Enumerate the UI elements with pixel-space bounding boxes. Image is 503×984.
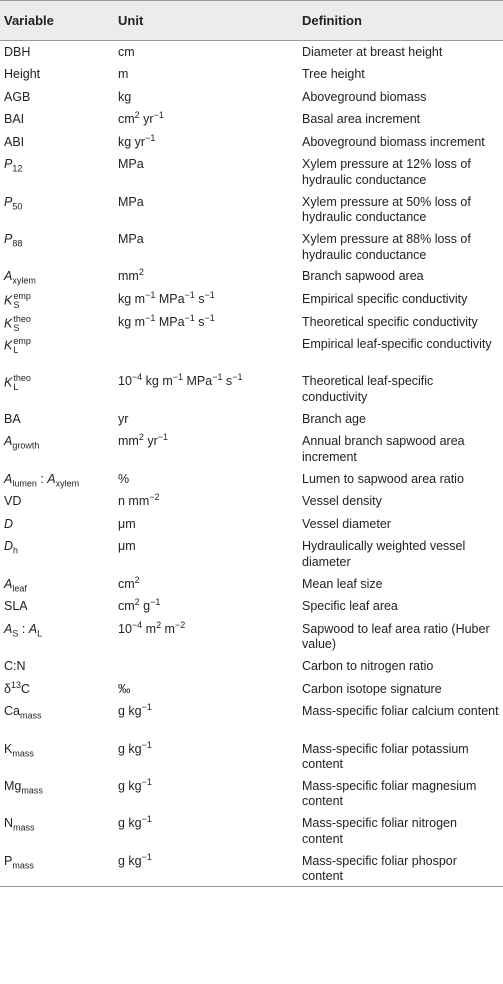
unit-text: cm — [118, 576, 135, 591]
variable-subscript: 12 — [12, 163, 23, 174]
unit-cell — [113, 812, 296, 849]
unit-superscript: 2 — [134, 597, 140, 608]
unit-cell — [113, 63, 296, 86]
unit-superscript: 2 — [134, 110, 140, 121]
unit-text: cm — [118, 45, 135, 59]
variable-cell — [0, 535, 113, 572]
unit-text: n mm — [118, 494, 150, 509]
variable-symbol: A — [28, 621, 38, 636]
unit-text: MPa — [118, 194, 144, 209]
definition-cell: Xylem pressure at 88% loss of hydraulic conductance — [302, 232, 471, 262]
definition-cell: Aboveground biomass — [302, 89, 427, 104]
variable-subscript: h — [13, 545, 19, 556]
variable-symbol: K — [4, 375, 13, 390]
table-row — [0, 535, 503, 572]
variable-symbol: BA — [4, 411, 21, 426]
variable-symbol: P — [4, 232, 13, 247]
table-row — [0, 468, 503, 491]
unit-text: MPa — [155, 291, 185, 306]
unit-superscript: −2 — [174, 619, 186, 630]
table-row — [0, 191, 503, 228]
unit-text: m — [118, 67, 129, 82]
unit-superscript: −1 — [184, 289, 195, 300]
unit-text: yr — [143, 434, 158, 449]
variable-symbol: Height — [4, 67, 41, 82]
unit-text: μm — [118, 516, 136, 531]
definition-cell: Mass-specific foliar magnesium content — [302, 778, 477, 809]
definition-cell: Hydraulically weighted vessel diameter — [302, 539, 466, 569]
definition-cell: Mass-specific foliar potassium content — [302, 741, 469, 772]
variable-cell — [0, 333, 113, 370]
unit-cell — [113, 311, 296, 334]
variable-subscript: S — [12, 628, 19, 639]
variable-symbol: Mg — [4, 778, 22, 793]
unit-superscript: 2 — [134, 574, 140, 585]
table-row — [0, 573, 503, 596]
variable-cell — [0, 618, 113, 655]
unit-text: 10 — [118, 621, 132, 636]
unit-text: % — [118, 471, 130, 486]
variable-symbol: P — [4, 853, 13, 868]
variable-subscript: mass — [21, 785, 43, 796]
variable-subscript: L — [13, 345, 19, 356]
variable-symbol: D — [4, 539, 14, 554]
unit-cell — [113, 108, 296, 131]
variable-cell — [0, 812, 113, 849]
unit-cell — [113, 513, 296, 536]
variable-symbol: N — [4, 816, 14, 831]
table-row — [0, 408, 503, 431]
header-row — [0, 1, 503, 41]
variable-script-stack — [13, 374, 31, 392]
unit-cell — [113, 370, 296, 407]
table-row — [0, 311, 503, 334]
unit-text: g — [139, 599, 151, 614]
unit-superscript: −1 — [157, 432, 168, 443]
variable-subscript: leaf — [12, 583, 27, 594]
table-row — [0, 430, 503, 467]
unit-text: cm — [118, 599, 135, 614]
variable-symbol: P — [4, 194, 13, 209]
variable-symbol: A — [4, 434, 13, 449]
table-row — [0, 618, 503, 655]
unit-cell — [113, 678, 296, 701]
variable-cell — [0, 850, 113, 887]
unit-cell — [113, 618, 296, 655]
definition-cell: Mass-specific foliar phospor content — [302, 853, 457, 884]
unit-superscript: −1 — [141, 702, 152, 713]
definition-cell: Xylem pressure at 12% loss of hydraulic conductance — [302, 157, 471, 187]
unit-cell — [113, 535, 296, 572]
unit-cell — [113, 468, 296, 491]
unit-text: MPa — [118, 232, 144, 247]
variable-cell — [0, 311, 113, 334]
variable-cell — [0, 513, 113, 536]
unit-text: μm — [118, 539, 136, 554]
unit-text: MPa — [118, 157, 144, 172]
variable-script-stack — [13, 337, 31, 355]
unit-superscript: −1 — [232, 372, 243, 383]
variable-cell — [0, 86, 113, 109]
unit-cell — [113, 430, 296, 467]
unit-text: g kg — [118, 853, 142, 868]
unit-superscript: −1 — [204, 289, 215, 300]
definition-cell: Branch sapwood area — [302, 269, 424, 284]
unit-text: mm — [118, 434, 139, 449]
unit-text: MPa — [183, 374, 213, 389]
variable-symbol: VD — [4, 494, 22, 509]
variable-superscript: theo — [13, 373, 31, 384]
table-row — [0, 700, 503, 737]
unit-cell — [113, 333, 296, 370]
definition-cell: Theoretical specific conductivity — [302, 314, 478, 329]
variable-cell — [0, 228, 113, 265]
table-row — [0, 86, 503, 109]
definition-cell: Aboveground biomass increment — [302, 134, 485, 149]
unit-superscript: −1 — [204, 312, 215, 323]
unit-superscript: −1 — [153, 110, 164, 121]
unit-superscript: −1 — [141, 776, 152, 787]
variable-symbol: SLA — [4, 599, 28, 614]
variable-text: : — [18, 621, 29, 636]
unit-superscript: −1 — [141, 739, 152, 750]
variable-subscript: 50 — [12, 201, 23, 212]
unit-text: kg m — [118, 291, 146, 306]
definition-cell: Xylem pressure at 50% loss of hydraulic conductance — [302, 194, 471, 225]
table-row — [0, 370, 503, 407]
unit-cell — [113, 655, 296, 678]
variable-cell — [0, 595, 113, 618]
unit-superscript: −4 — [131, 372, 143, 383]
table-row — [0, 153, 503, 190]
unit-superscript: −1 — [141, 814, 152, 825]
unit-superscript: −2 — [149, 492, 160, 503]
header-definition: Definition — [302, 13, 362, 28]
unit-text: kg — [118, 89, 132, 104]
variable-cell — [0, 108, 113, 131]
definition-cell: Theoretical leaf-specific conductivity — [302, 374, 434, 404]
variable-cell — [0, 430, 113, 467]
variable-cell — [0, 655, 113, 678]
unit-cell — [113, 288, 296, 311]
variable-symbol: A — [47, 471, 56, 486]
variable-cell — [0, 370, 113, 407]
table-row — [0, 655, 503, 678]
variable-superscript: emp — [13, 290, 31, 301]
variable-subscript: 88 — [12, 238, 23, 249]
definition-cell: Annual branch sapwood area increment — [302, 434, 465, 464]
variable-cell — [0, 265, 113, 288]
variable-subscript: S — [13, 299, 20, 310]
variable-symbol: A — [4, 621, 13, 636]
variable-text: δ — [4, 681, 11, 696]
variable-symbol: ABI — [4, 134, 25, 149]
variable-symbol: K — [4, 315, 13, 330]
variable-cell — [0, 468, 113, 491]
variable-symbol: A — [4, 269, 13, 284]
variable-superscript: emp — [13, 336, 31, 347]
variable-symbol: A — [4, 471, 13, 486]
unit-cell — [113, 700, 296, 737]
unit-cell — [113, 131, 296, 154]
unit-text: g kg — [118, 704, 142, 719]
unit-text: s — [194, 314, 205, 329]
definition-cell: Sapwood to leaf area ratio (Huber value) — [302, 621, 490, 652]
variable-cell — [0, 191, 113, 228]
table-row — [0, 738, 503, 775]
unit-cell — [113, 738, 296, 775]
definition-cell: Branch age — [302, 411, 366, 426]
definition-cell: Empirical specific conductivity — [302, 291, 468, 306]
variable-subscript: mass — [12, 860, 34, 871]
definition-cell: Tree height — [302, 67, 365, 82]
definition-cell: Carbon isotope signature — [302, 681, 442, 696]
variable-subscript: xylem — [12, 275, 36, 286]
variable-cell — [0, 678, 113, 701]
variable-cell — [0, 738, 113, 775]
variable-cell — [0, 408, 113, 431]
variable-symbol: C:N — [4, 659, 26, 674]
definition-cell: Lumen to sapwood area ratio — [302, 471, 464, 486]
unit-text: s — [222, 374, 233, 389]
variable-cell — [0, 131, 113, 154]
unit-superscript: −1 — [145, 132, 156, 143]
header-unit: Unit — [118, 13, 144, 28]
unit-cell — [113, 191, 296, 228]
unit-text: m — [161, 621, 175, 636]
table-row — [0, 775, 503, 812]
unit-text: kg yr — [118, 134, 146, 149]
definition-cell: Specific leaf area — [302, 599, 398, 614]
variable-cell — [0, 41, 113, 64]
variable-script-stack — [13, 292, 31, 310]
variable-cell — [0, 700, 113, 737]
variable-symbol: A — [4, 576, 13, 591]
unit-text: cm — [118, 112, 135, 127]
variable-text: : — [36, 471, 48, 486]
variable-symbol: K — [4, 741, 13, 756]
unit-text: m — [142, 621, 157, 636]
variable-symbol: BAI — [4, 112, 25, 127]
table-header — [0, 1, 503, 41]
variable-superscript: theo — [13, 313, 31, 324]
unit-superscript: 2 — [156, 619, 162, 630]
variable-subscript: S — [13, 322, 20, 333]
unit-text: ‰ — [118, 681, 131, 696]
unit-cell — [113, 86, 296, 109]
definition-cell: Basal area increment — [302, 112, 421, 127]
variable-subscript: xylem — [55, 478, 80, 489]
variable-superscript: 13 — [10, 679, 21, 690]
table-row — [0, 265, 503, 288]
definition-cell: Carbon to nitrogen ratio — [302, 659, 434, 674]
unit-superscript: −1 — [141, 851, 152, 862]
unit-cell — [113, 41, 296, 64]
variable-subscript: mass — [12, 748, 34, 759]
unit-text: yr — [139, 112, 154, 127]
variable-subscript: L — [13, 382, 19, 393]
definition-cell: Mass-specific foliar calcium content — [302, 704, 499, 719]
unit-text: 10 — [118, 374, 132, 389]
variable-symbol: D — [4, 516, 14, 531]
unit-cell — [113, 595, 296, 618]
variable-subscript: mass — [19, 710, 42, 721]
table-row — [0, 288, 503, 311]
unit-text: MPa — [155, 314, 185, 329]
table-row — [0, 812, 503, 849]
unit-cell — [113, 775, 296, 812]
unit-cell — [113, 850, 296, 887]
variable-symbol: AGB — [4, 89, 31, 104]
variable-symbol: DBH — [4, 45, 31, 59]
unit-superscript: −1 — [212, 372, 223, 383]
unit-cell — [113, 490, 296, 513]
unit-cell — [113, 265, 296, 288]
unit-text: s — [194, 291, 205, 306]
variable-script-stack — [13, 315, 31, 333]
unit-text: g kg — [118, 778, 142, 793]
variable-symbol: K — [4, 338, 13, 353]
variable-cell — [0, 288, 113, 311]
table-row — [0, 108, 503, 131]
unit-superscript: 2 — [138, 267, 144, 278]
unit-superscript: −1 — [172, 372, 183, 383]
variable-subscript: L — [37, 628, 43, 639]
unit-text: mm — [118, 269, 139, 284]
table-row — [0, 228, 503, 265]
variable-subscript: lumen — [12, 478, 37, 489]
unit-superscript: −1 — [145, 312, 156, 323]
definition-cell: Diameter at breast height — [302, 45, 443, 59]
definition-cell: Vessel density — [302, 494, 382, 509]
table-row — [0, 490, 503, 513]
table-row — [0, 595, 503, 618]
table-row — [0, 513, 503, 536]
unit-superscript: −1 — [145, 289, 156, 300]
variable-symbol: Ca — [4, 704, 20, 719]
unit-text: kg m — [142, 374, 173, 389]
unit-cell — [113, 153, 296, 190]
unit-superscript: 2 — [138, 432, 144, 443]
definition-cell: Mean leaf size — [302, 576, 383, 591]
table-row — [0, 678, 503, 701]
unit-cell — [113, 228, 296, 265]
variable-cell — [0, 775, 113, 812]
unit-text: kg m — [118, 314, 146, 329]
table-body — [0, 41, 503, 887]
variable-cell — [0, 63, 113, 86]
unit-superscript: −1 — [150, 597, 161, 608]
variable-text: C — [20, 681, 31, 696]
table-row — [0, 131, 503, 154]
unit-cell — [113, 573, 296, 596]
definition-cell: Mass-specific foliar nitrogen content — [302, 816, 457, 846]
definition-cell: Vessel diameter — [302, 516, 391, 531]
unit-cell — [113, 408, 296, 431]
unit-superscript: −4 — [131, 619, 143, 630]
unit-text: g kg — [118, 741, 142, 756]
unit-superscript: −1 — [184, 312, 195, 323]
variable-subscript: mass — [13, 822, 35, 833]
unit-text: yr — [118, 411, 129, 426]
unit-text: g kg — [118, 816, 142, 831]
table-row — [0, 850, 503, 887]
variable-cell — [0, 490, 113, 513]
table-row — [0, 41, 503, 64]
table-row — [0, 333, 503, 370]
variable-symbol: P — [4, 157, 13, 172]
variable-subscript: growth — [12, 440, 40, 451]
table-row — [0, 63, 503, 86]
definition-cell: Empirical leaf-specific conductivity — [302, 337, 492, 352]
variable-cell — [0, 573, 113, 596]
variable-symbol: K — [4, 293, 13, 308]
variable-cell — [0, 153, 113, 190]
header-variable: Variable — [4, 13, 54, 28]
